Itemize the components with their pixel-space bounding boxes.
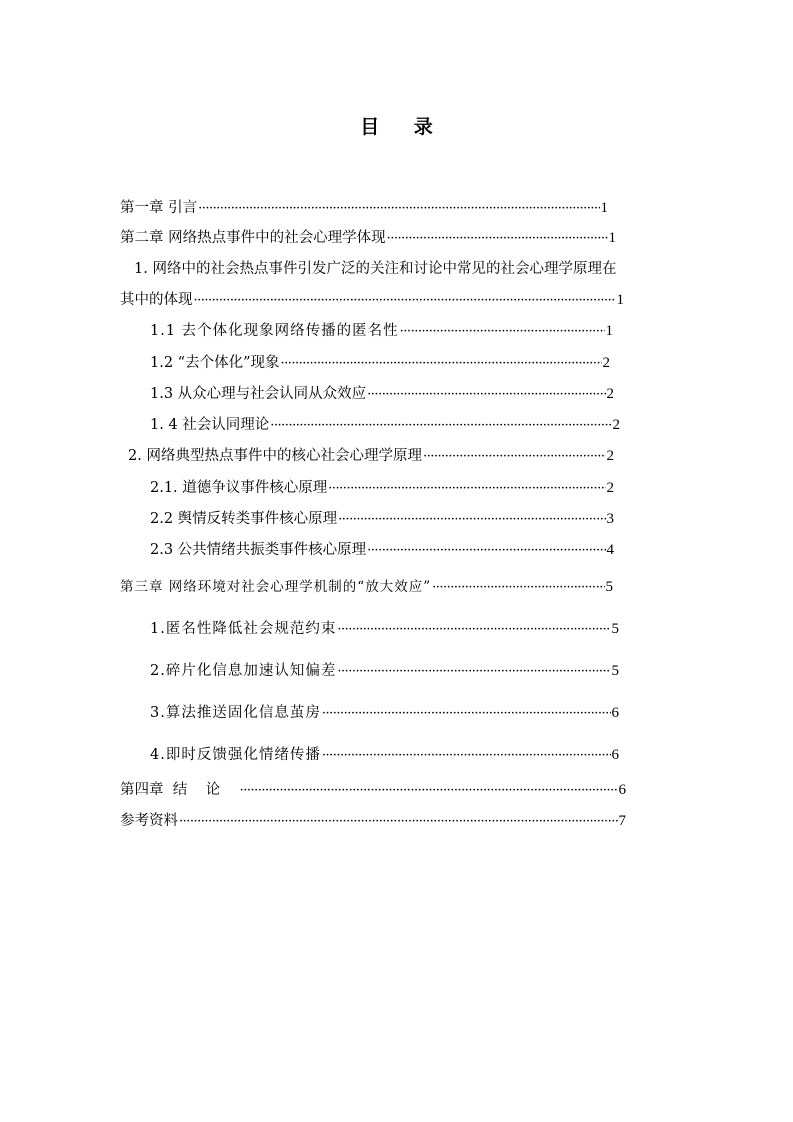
dot-leader — [400, 322, 605, 342]
dot-leader — [179, 812, 618, 832]
dot-leader — [194, 291, 616, 311]
toc-entry-label: 其中的体现 — [120, 292, 193, 308]
dot-leader — [367, 541, 605, 561]
toc-entry-label: 2. 网络典型热点事件中的核心社会心理学原理 — [128, 448, 422, 464]
dot-leader — [338, 510, 605, 530]
toc-entry-label: 1.3 从众心理与社会认同从众效应 — [150, 386, 367, 402]
toc-entry-page: 2 — [606, 448, 614, 464]
toc-entry-page: 5 — [611, 663, 620, 679]
toc-entry-page: 2 — [606, 386, 614, 402]
toc-entry-chapter-2[interactable] — [120, 228, 616, 249]
toc-entry-1-2[interactable] — [150, 353, 610, 374]
toc-entry-page: 4 — [606, 542, 614, 558]
toc-entry-page: 1 — [600, 200, 608, 216]
toc-entry-label: 1. 4 社会认同理论 — [150, 417, 270, 433]
toc-entry-label-line1: 1. 网络中的社会热点事件引发广泛的关注和讨论中常见的社会心理学原理在 — [134, 261, 617, 277]
dot-leader — [432, 578, 604, 598]
dot-leader — [337, 620, 610, 640]
toc-entry-2-3[interactable] — [150, 540, 614, 561]
toc-entry-3-4[interactable] — [150, 745, 620, 766]
dot-leader — [198, 199, 599, 219]
toc-entry-label: 2.1. 道德争议事件核心原理 — [150, 480, 328, 496]
toc-entry-3-2[interactable] — [150, 661, 620, 682]
toc-entry-label: 4.即时反馈强化情绪传播 — [150, 747, 321, 763]
toc-entry-page: 2 — [612, 417, 620, 433]
dot-leader — [367, 385, 605, 405]
toc-entry-3-3[interactable] — [150, 703, 620, 724]
toc-entry-chapter-1[interactable] — [120, 198, 608, 219]
dot-leader — [270, 416, 611, 436]
toc-entry-page: 1 — [616, 292, 624, 308]
toc-entry-label: 第三章 网络环境对社会心理学机制的“放大效应” — [120, 579, 432, 595]
toc-entry-page: 6 — [611, 705, 620, 721]
toc-entry-page: 1 — [608, 230, 616, 246]
dot-leader — [423, 447, 606, 467]
toc-entry-chapter-4[interactable] — [120, 780, 626, 801]
toc-entry-page: 6 — [618, 782, 626, 798]
toc-entry-references[interactable] — [120, 811, 626, 832]
toc-entry-label: 第四章 结 论 — [120, 782, 239, 798]
toc-entry-page: 2 — [606, 480, 614, 496]
dot-leader — [328, 479, 605, 499]
dot-leader — [281, 354, 602, 374]
toc-entry-3-1[interactable] — [150, 619, 620, 640]
toc-entry-label: 第一章 引言 — [120, 200, 198, 216]
toc-entry-label: 2.2 舆情反转类事件核心原理 — [150, 511, 338, 527]
toc-entry-label: 2.碎片化信息加速认知偏差 — [150, 663, 337, 679]
toc-entry-label: 1.1 去个体化现象网络传播的匿名性 — [150, 323, 399, 339]
toc-entry-label: 2.3 公共情绪共振类事件核心原理 — [150, 542, 367, 558]
toc-entry-page: 1 — [605, 323, 614, 339]
dot-leader — [240, 781, 618, 801]
toc-entry-label: 参考资料 — [120, 813, 178, 829]
toc-entry-page: 3 — [606, 511, 614, 527]
toc-entry-section-2[interactable] — [128, 446, 614, 467]
toc-entry-label: 3.算法推送固化信息茧房 — [150, 705, 321, 721]
toc-entry-chapter-3[interactable] — [120, 577, 614, 598]
toc-entry-page: 7 — [618, 813, 626, 829]
toc-entry-2-1[interactable] — [150, 478, 614, 499]
dot-leader — [322, 704, 611, 724]
toc-entry-label: 1.匿名性降低社会规范约束 — [150, 621, 337, 637]
dot-leader — [387, 229, 608, 249]
toc-entry-page: 2 — [602, 355, 610, 371]
toc-entry-section-1[interactable] — [120, 290, 624, 311]
toc-entry-1-3[interactable] — [150, 384, 614, 405]
page-title: 目 录 — [360, 116, 447, 138]
toc-entry-2-2[interactable] — [150, 509, 614, 530]
dot-leader — [322, 746, 611, 766]
toc-entry-label: 第二章 网络热点事件中的社会心理学体现 — [120, 230, 386, 246]
toc-entry-1-4[interactable] — [150, 415, 620, 436]
toc-entry-page: 5 — [605, 579, 614, 595]
dot-leader — [337, 662, 610, 682]
toc-entry-label: 1.2 “去个体化”现象 — [150, 355, 280, 371]
toc-entry-page: 6 — [611, 747, 620, 763]
toc-entry-1-1[interactable] — [150, 321, 614, 342]
toc-entry-page: 5 — [611, 621, 620, 637]
